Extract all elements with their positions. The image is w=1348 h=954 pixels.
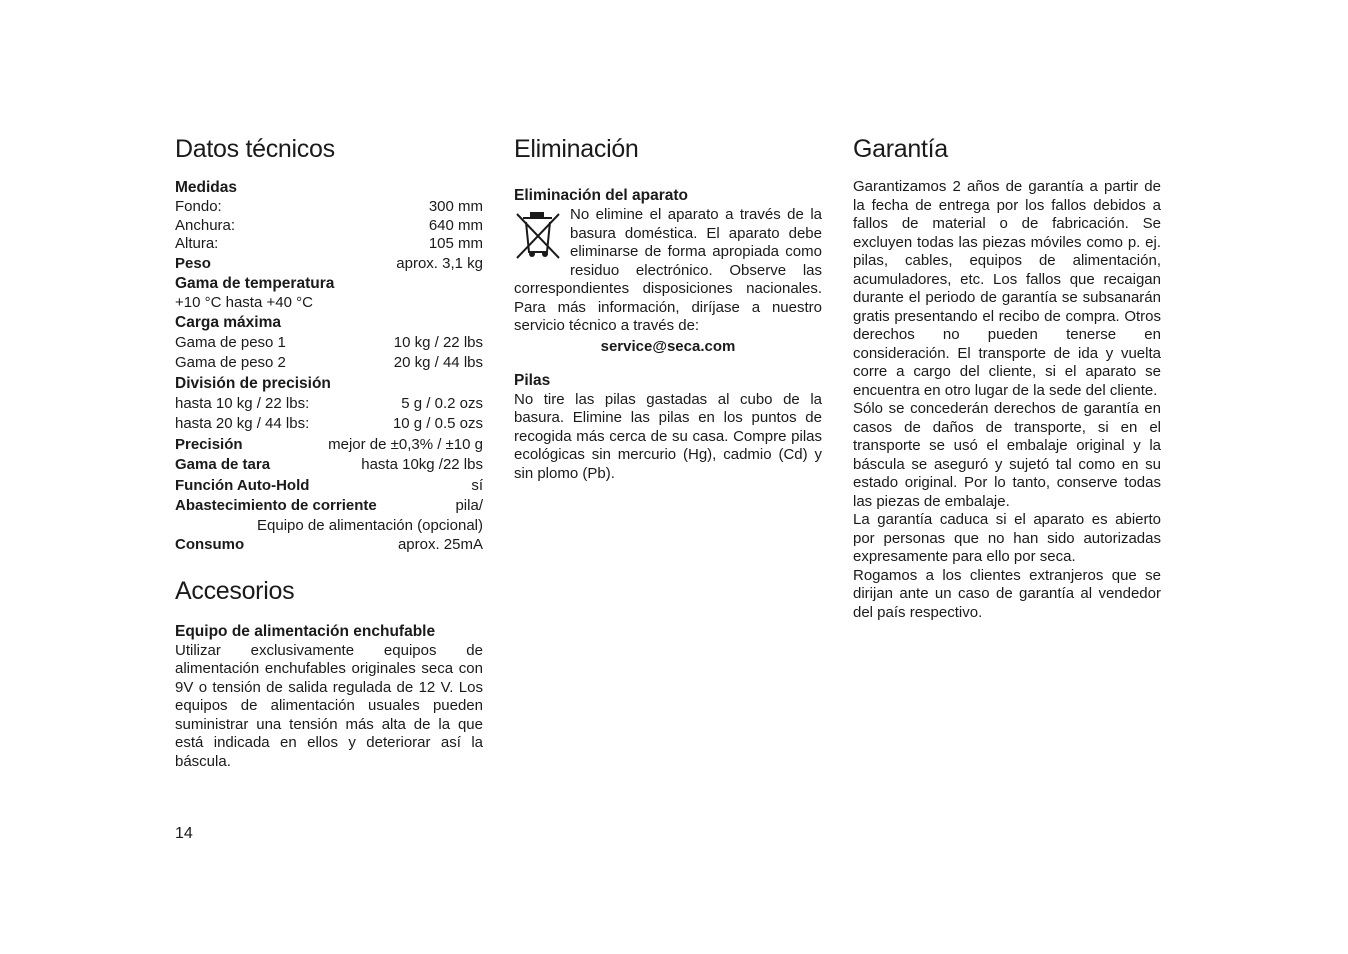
eliminacion-text: No elimine el aparato a través de la basura doméstica. El aparato debe eliminarse de forma apropiada como residuo electrónico. Observe las correspondientes disposiciones nacionales. Para más información, diríjase a nuestro servicio técnico a través de: <box>514 206 822 334</box>
spec-label: hasta 10 kg / 22 lbs: <box>175 394 310 412</box>
spec-label: Gama de peso 2 <box>175 354 286 371</box>
spec-row-gama-peso-1 <box>175 333 483 354</box>
spec-label: Abastecimiento de corriente <box>175 497 377 514</box>
spec-value: 10 g / 0.5 ozs <box>392 415 483 432</box>
carga-heading: Carga máxima <box>175 313 281 331</box>
garantia-paragraph-1: Garantizamos 2 años de garantía a partir de la fecha de entrega por los fallos debidos a fallos de material o de fabricación. Se excluyen todas las piezas móviles como p. ej. pilas, cables, equipos de alimentación, acumuladores, etc. Los fallos que recaigan durante el periodo de garantía se subsanarán gratis presentando el recibo de compra. Otros derechos no pueden tenerse en consideración. El transporte de ida y vuelta corre a cargo del cliente, si el aparato se encuentra en otro lugar de la sede del cliente. <box>853 178 1161 399</box>
spec-row-gama-peso-2 <box>175 353 483 374</box>
spec-row-tara <box>175 455 483 476</box>
spec-value: pila/ <box>455 497 483 514</box>
warranty-column <box>853 132 1161 622</box>
spec-row-peso <box>175 254 483 275</box>
spec-label: Fondo: <box>175 198 222 215</box>
spec-label: Precisión <box>175 435 243 453</box>
spec-row-anchura <box>175 217 483 236</box>
spec-value: 640 mm <box>428 216 483 234</box>
garantia-title: Garantía <box>853 135 948 163</box>
spec-label: Gama de peso 1 <box>175 333 286 351</box>
medidas-heading: Medidas <box>175 179 238 196</box>
spec-value: aprox. 3,1 kg <box>396 254 483 272</box>
disposal-column <box>514 132 822 483</box>
accesorios-text: Utilizar exclusivamente equipos de alimentación enchufables originales seca con 9V o tensión de salida regulada de 12 V. Los equipos de alimentación usuales pueden suministrar una tensión más alta de la que está indicada en ellos y deteriorar así la báscula. <box>175 641 483 770</box>
spec-row-consumo <box>175 535 483 556</box>
spec-value: mejor de ±0,3% / ±10 g <box>328 435 483 453</box>
spec-row-altura <box>175 235 483 254</box>
page-number: 14 <box>175 825 193 842</box>
gama-temp-heading: Gama de temperatura <box>175 275 335 292</box>
temp-range-value: +10 °C hasta +40 °C <box>175 294 313 311</box>
spec-value: hasta 10kg /22 lbs <box>361 456 483 473</box>
accesorios-title: Accesorios <box>175 576 295 605</box>
spec-value: 5 g / 0.2 ozs <box>401 394 483 412</box>
spec-value: 105 mm <box>428 235 483 252</box>
spec-value: sí <box>471 476 483 494</box>
division-heading: División de precisión <box>175 374 331 392</box>
eliminacion-title: Eliminación <box>514 135 639 163</box>
spec-label: Altura: <box>175 235 219 252</box>
spec-label: Función Auto-Hold <box>175 476 310 494</box>
crossed-bin-icon <box>514 210 562 260</box>
abastecimiento-value-cont: Equipo de alimentación (opcional) <box>257 516 483 534</box>
spec-label: Anchura: <box>175 216 236 234</box>
spec-value: 10 kg / 22 lbs <box>393 333 483 351</box>
spec-row-precision <box>175 435 483 456</box>
accesorios-subheading: Equipo de alimentación enchufable <box>175 622 436 640</box>
spec-label: Consumo <box>175 536 245 553</box>
technical-data-column <box>175 132 483 771</box>
spec-row-fondo <box>175 198 483 217</box>
service-email: service@seca.com <box>600 337 736 355</box>
spec-label: Gama de tara <box>175 456 271 473</box>
spec-row-auto-hold <box>175 476 483 497</box>
garantia-paragraph-3: La garantía caduca si el aparato es abierto por personas que no han sido autorizadas expresamente para ello por seca. <box>853 511 1161 565</box>
datos-title: Datos técnicos <box>175 135 335 163</box>
spec-row-abastecimiento <box>175 496 483 517</box>
spec-value: 300 mm <box>428 198 483 215</box>
pilas-subheading: Pilas <box>514 371 551 389</box>
spec-row-division-1 <box>175 394 483 415</box>
spec-label: hasta 20 kg / 44 lbs: <box>175 415 310 432</box>
spec-value: aprox. 25mA <box>397 536 483 553</box>
garantia-paragraph-2: Sólo se concederán derechos de garantía en casos de daños de transporte, si en el transporte se usó el embalaje original y la báscula se aseguró y sujetó tal como en su estado original. Por lo tanto, conserve todas las piezas de embalaje. <box>853 400 1161 510</box>
pilas-text: No tire las pilas gastadas al cubo de la basura. Elimine las pilas en los puntos de recogida más cerca de su casa. Compre pilas ecológicas sin mercurio (Hg), cadmio (Cd) y sin plomo (Pb). <box>514 390 822 482</box>
spec-value: 20 kg / 44 lbs <box>393 354 483 371</box>
spec-row-division-2 <box>175 414 483 435</box>
garantia-paragraph-4: Rogamos a los clientes extranjeros que se dirijan ante un caso de garantía al vendedor del país respectivo. <box>853 566 1161 621</box>
spec-label: Peso <box>175 254 211 272</box>
eliminacion-subheading: Eliminación del aparato <box>514 187 688 204</box>
